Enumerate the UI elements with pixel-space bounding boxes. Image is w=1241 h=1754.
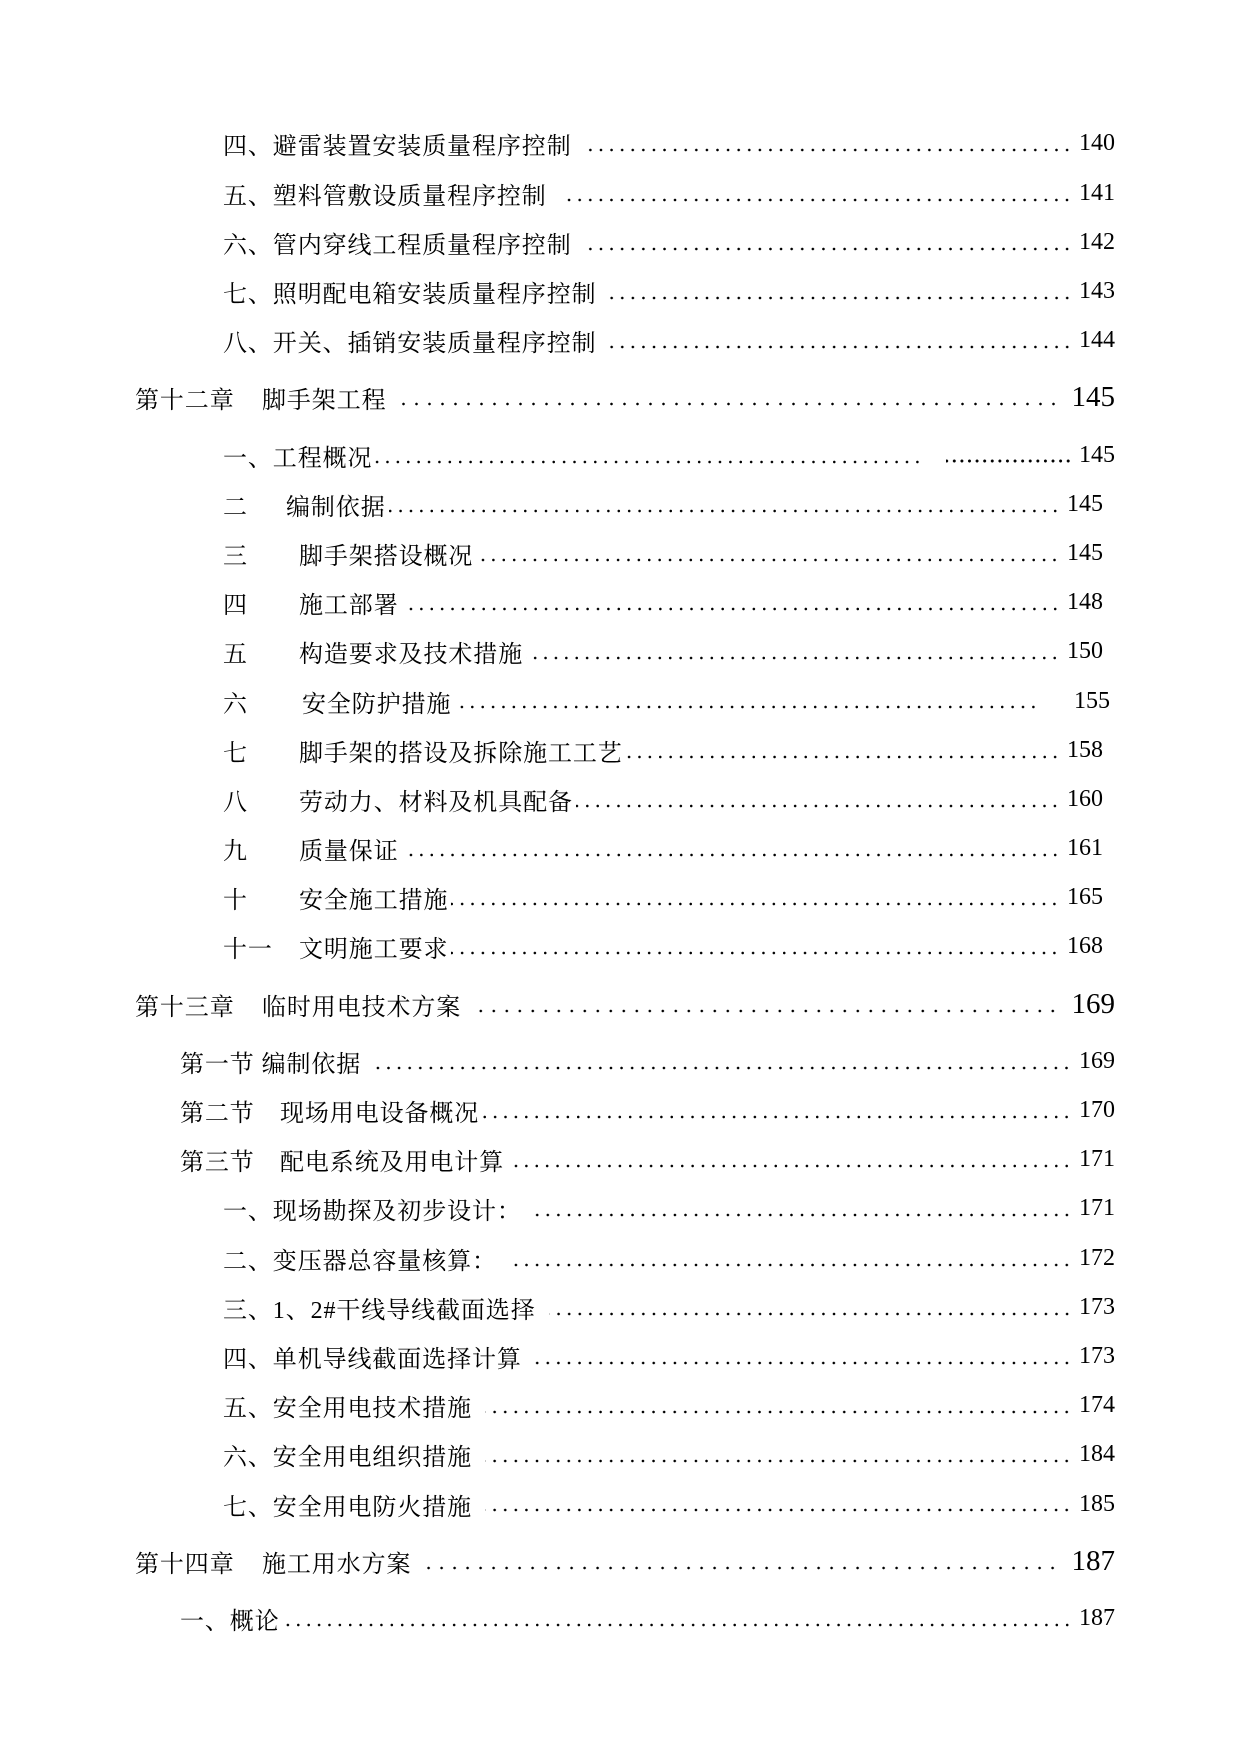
toc-section [0,1086,1241,1135]
toc-page-number: 144 [1079,327,1115,354]
toc-leader-dots [425,1537,1059,1586]
toc-entry-title: 一、工程概况 [223,445,373,472]
toc-chapter-number: 第十二章 [135,388,235,415]
toc-entry [0,824,1241,873]
toc-entry [0,873,1241,922]
toc-entry-number: 八 [223,789,248,816]
toc-entry-title: 四、单机导线截面选择计算 [223,1346,522,1373]
toc-page-number: 145 [1079,441,1115,468]
toc-page-number: 171 [1079,1146,1115,1173]
toc-leader-dots [454,676,1039,725]
toc-entry-number: 十 [223,888,248,915]
toc-page-number: 185 [1079,1490,1115,1517]
toc-chapter-title: 临时用电技术方案 [262,994,462,1021]
table-of-contents [0,119,1241,1643]
toc-chapter [0,1537,1241,1586]
toc-leader-dots [610,316,1073,365]
toc-leader-dots [476,529,1060,578]
toc-entry-title: 安全施工措施 [299,888,449,915]
toc-entry-title: 文明施工要求 [299,937,449,964]
toc-entry [0,316,1241,365]
toc-leader-dots [451,873,1060,922]
toc-entry-title: 脚手架的搭设及拆除施工工艺 [299,740,623,767]
toc-page-number: 143 [1079,278,1115,305]
toc-entry [0,1234,1241,1283]
toc-entry [0,480,1241,529]
toc-leader-dots [475,980,1059,1029]
toc-leader-dots [402,578,1060,627]
toc-entry-title: 六、管内穿线工程质量程序控制 [223,232,572,259]
toc-entry-title: 编制依据 [286,494,386,521]
toc-leader-dots-dense [946,431,1072,480]
toc-entry [0,726,1241,775]
toc-entry-number: 十一 [223,937,273,964]
toc-leader-dots [375,431,923,480]
toc-leader-dots [585,119,1072,168]
toc-page-number: 168 [1067,933,1103,960]
toc-entry-number: 五 [223,642,248,669]
toc-chapter-number: 第十三章 [135,994,235,1021]
toc-page-number: 161 [1067,835,1103,862]
toc-leader-dots [402,824,1060,873]
toc-leader-dots [389,480,1060,529]
toc-page-number: 169 [1071,987,1115,1020]
toc-page-number: 142 [1079,228,1115,255]
toc-entry-title: 劳动力、材料及机具配备 [299,789,573,816]
toc-section-title: 一、概论 [180,1608,280,1635]
toc-entry [0,1283,1241,1332]
toc-page-number: 155 [1074,687,1110,714]
toc-entry-number: 三 [223,543,248,570]
toc-chapter-number: 第十四章 [135,1551,235,1578]
toc-page-number: 174 [1079,1392,1115,1419]
toc-leader-dots [485,1430,1072,1479]
toc-entry-title: 二、变压器总容量核算： [223,1248,497,1275]
toc-page-number: 158 [1067,736,1103,763]
toc-entry-title: 七、照明配电箱安装质量程序控制 [223,282,597,309]
toc-page-number: 148 [1067,589,1103,616]
toc-entry [0,267,1241,316]
toc-leader-dots [482,1086,1072,1135]
toc-page-number: 145 [1067,490,1103,517]
toc-page-number: 165 [1067,884,1103,911]
toc-entry-number: 七 [223,740,248,767]
toc-entry-title: 安全防护措施 [302,691,452,718]
toc-chapter [0,980,1241,1029]
toc-entry [0,1381,1241,1430]
toc-leader-dots [507,1135,1072,1184]
toc-leader-dots [401,373,1060,422]
toc-entry [0,578,1241,627]
toc-entry-title: 五、塑料管敷设质量程序控制 [223,183,547,210]
toc-leader-dots [560,169,1072,218]
toc-section [0,1037,1241,1086]
toc-entry-number: 六 [223,691,248,718]
toc-leader-dots [526,627,1060,676]
toc-page-number: 187 [1071,1544,1115,1577]
toc-entry-title: 施工部署 [299,593,399,620]
toc-entry [0,431,1241,480]
toc-entry-title: 七、安全用电防火措施 [223,1494,472,1521]
toc-page-number: 160 [1067,785,1103,812]
toc-section-number: 第三节 [180,1150,255,1177]
toc-entry [0,1430,1241,1479]
toc-entry [0,169,1241,218]
toc-section [0,1135,1241,1184]
toc-page-number: 184 [1079,1441,1115,1468]
toc-section-title: 第一节 编制依据 [180,1051,362,1078]
toc-leader-dots [485,1479,1072,1528]
toc-entry [0,676,1241,725]
toc-page-number: 173 [1079,1293,1115,1320]
toc-leader-dots [485,1381,1072,1430]
toc-entry [0,775,1241,824]
toc-page-number: 171 [1079,1195,1115,1222]
toc-page-number: 170 [1079,1097,1115,1124]
toc-entry [0,218,1241,267]
toc-entry-title: 构造要求及技术措施 [299,642,524,669]
toc-entry-title: 质量保证 [299,839,399,866]
toc-section [0,1594,1241,1643]
toc-entry [0,922,1241,971]
toc-page-number: 145 [1071,381,1115,414]
toc-page-number: 141 [1079,179,1115,206]
toc-leader-dots [549,1283,1072,1332]
toc-entry [0,119,1241,168]
toc-page-number: 140 [1079,130,1115,157]
toc-entry [0,529,1241,578]
toc-entry-title: 八、开关、插销安装质量程序控制 [223,331,597,358]
toc-chapter [0,373,1241,422]
toc-entry [0,1479,1241,1528]
toc-entry-number: 二 [223,494,248,521]
toc-leader-dots [451,922,1060,971]
toc-entry-title: 三、1、2#干线导线截面选择 [223,1297,536,1324]
toc-chapter-title: 脚手架工程 [262,388,387,415]
toc-page-number: 169 [1079,1047,1115,1074]
toc-leader-dots [626,726,1060,775]
toc-section-title: 配电系统及用电计算 [280,1150,505,1177]
toc-entry [0,1332,1241,1381]
toc-page-number: 172 [1079,1244,1115,1271]
toc-entry [0,627,1241,676]
toc-leader-dots [535,1184,1072,1233]
toc-entry [0,1184,1241,1233]
toc-page-number: 187 [1079,1604,1115,1631]
toc-page-number: 145 [1067,539,1103,566]
toc-leader-dots [510,1234,1072,1283]
toc-leader-dots [585,218,1072,267]
toc-entry-number: 九 [223,839,248,866]
toc-entry-number: 四 [223,593,248,620]
toc-entry-title: 六、安全用电组织措施 [223,1445,472,1472]
toc-entry-title: 五、安全用电技术措施 [223,1396,472,1423]
toc-entry-title: 四、避雷装置安装质量程序控制 [223,134,572,161]
toc-leader-dots [576,775,1060,824]
toc-section-number: 第二节 [180,1101,255,1128]
toc-leader-dots [374,1037,1072,1086]
toc-entry-title: 一、现场勘探及初步设计： [223,1199,522,1226]
toc-entry-title: 脚手架搭设概况 [299,543,474,570]
toc-page-number: 150 [1067,638,1103,665]
toc-section-title: 现场用电设备概况 [280,1101,480,1128]
toc-leader-dots [283,1594,1072,1643]
toc-page-number: 173 [1079,1342,1115,1369]
toc-chapter-title: 施工用水方案 [262,1551,412,1578]
toc-leader-dots [610,267,1073,316]
toc-leader-dots [535,1332,1072,1381]
